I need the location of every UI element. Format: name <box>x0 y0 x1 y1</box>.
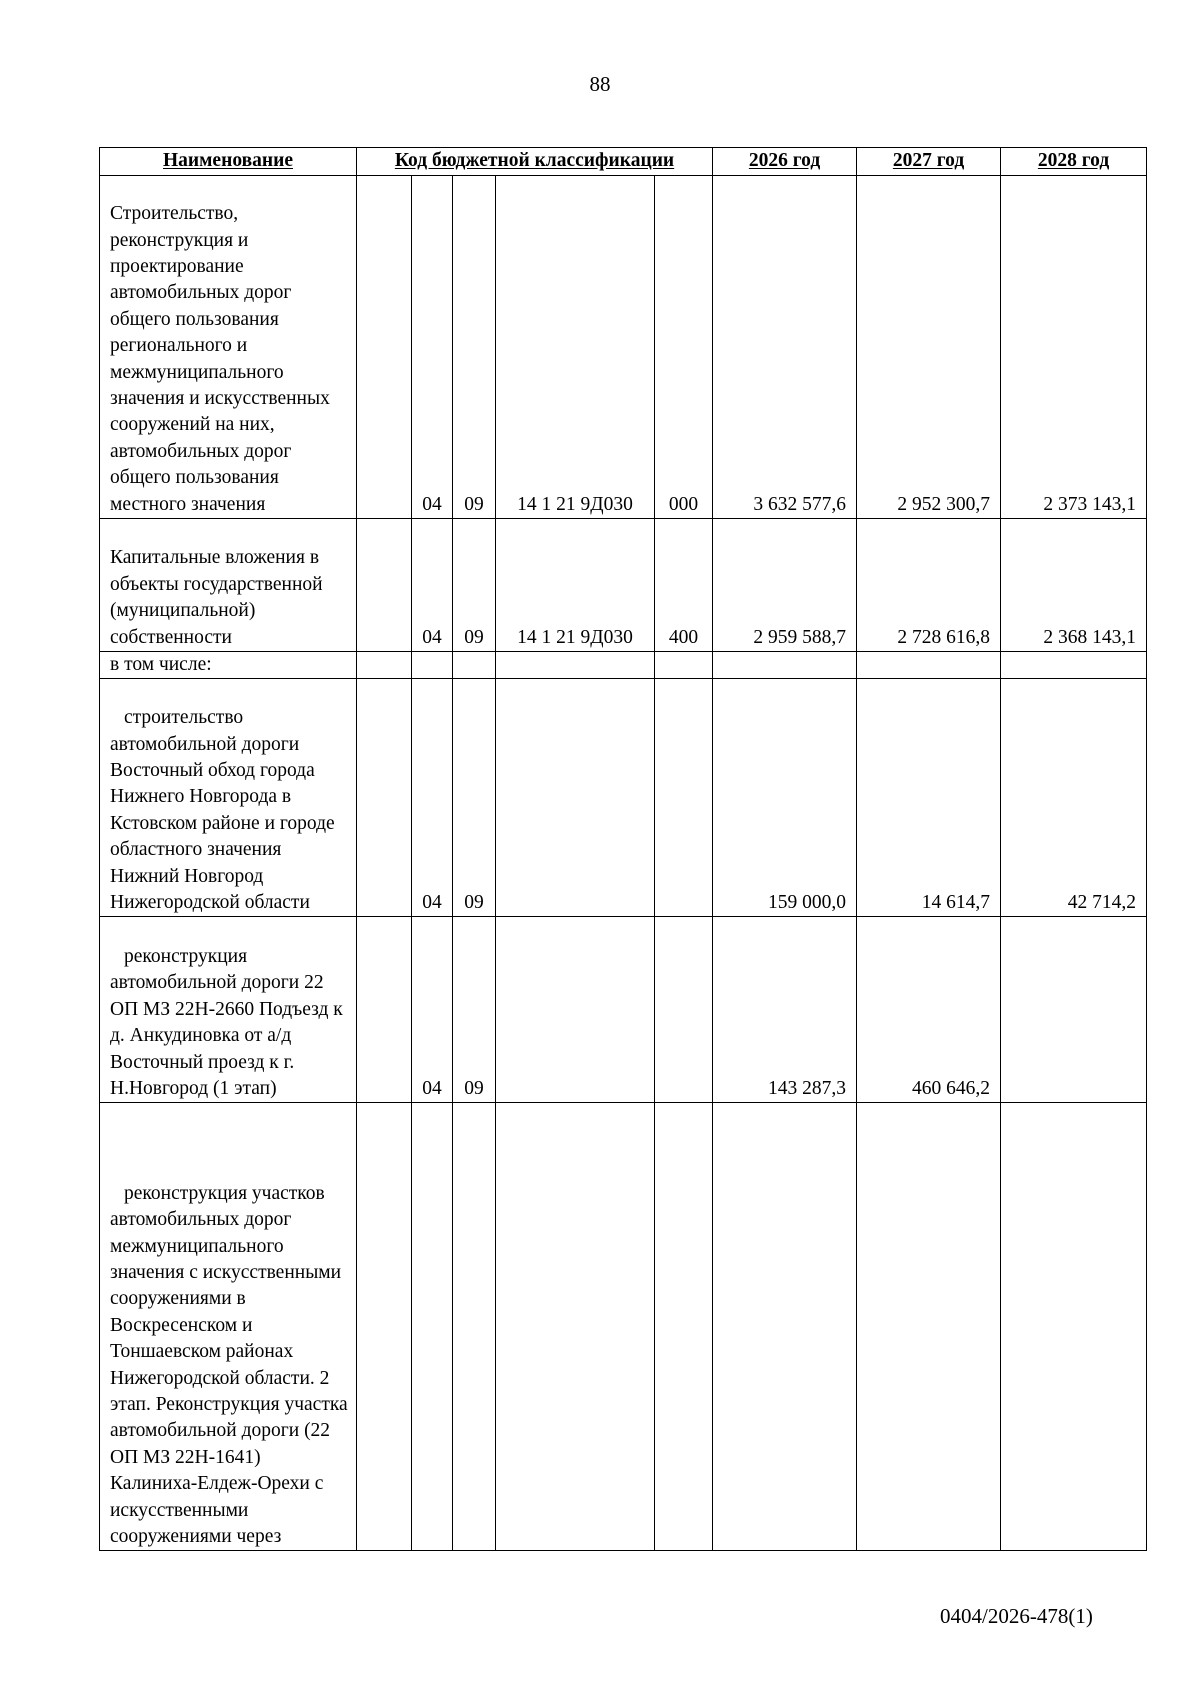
value-2027: 460 646,2 <box>857 917 1001 1103</box>
header-name: Наименование <box>100 148 357 176</box>
code-part-1 <box>357 679 412 917</box>
value-2027: 14 614,7 <box>857 679 1001 917</box>
code-part-1 <box>357 519 412 652</box>
value-2026 <box>713 652 857 679</box>
row-name: Капитальные вложения в объекты государственной (муниципальной) собственности <box>100 519 357 652</box>
code-part-1 <box>357 176 412 519</box>
code-section: 04 <box>412 519 453 652</box>
value-2026: 3 632 577,6 <box>713 176 857 519</box>
code-expense-type <box>655 679 713 917</box>
header-row <box>100 148 1147 176</box>
document-code: 0404/2026-478(1) <box>940 1604 1093 1628</box>
code-target-article <box>496 679 655 917</box>
code-section <box>412 1103 453 1551</box>
code-expense-type: 400 <box>655 519 713 652</box>
row-name: реконструкция участков автомобильных дорог межмуниципального значения с искусственными сооружениями в Воскресенском и Тоншаевском районах Нижегородской области. 2 этап. Реконструкция участка автомобильной дороги (22 ОП МЗ 22Н-1641) Калиниха-Елдеж-Орехи с искусственными сооружениями через <box>100 1103 357 1551</box>
value-2026: 159 000,0 <box>713 679 857 917</box>
value-2028 <box>1001 1103 1147 1551</box>
table-row <box>100 917 1147 1103</box>
header-2028: 2028 год <box>1001 148 1147 176</box>
code-part-1 <box>357 1103 412 1551</box>
value-2028: 2 368 143,1 <box>1001 519 1147 652</box>
code-target-article <box>496 1103 655 1551</box>
value-2028 <box>1001 917 1147 1103</box>
value-2026: 2 959 588,7 <box>713 519 857 652</box>
value-2028: 42 714,2 <box>1001 679 1147 917</box>
value-2027: 2 728 616,8 <box>857 519 1001 652</box>
table-row <box>100 679 1147 917</box>
header-code: Код бюджетной классификации <box>357 148 713 176</box>
row-name: реконструкция автомобильной дороги 22 ОП МЗ 22Н-2660 Подъезд к д. Анкудиновка от а/д Восточный проезд к г. Н.Новгород (1 этап) <box>100 917 357 1103</box>
code-part-1 <box>357 652 412 679</box>
code-expense-type <box>655 1103 713 1551</box>
value-2027: 2 952 300,7 <box>857 176 1001 519</box>
value-2027 <box>857 652 1001 679</box>
value-2026 <box>713 1103 857 1551</box>
code-subsection: 09 <box>453 176 496 519</box>
header-2026: 2026 год <box>713 148 857 176</box>
table-row <box>100 519 1147 652</box>
code-section: 04 <box>412 679 453 917</box>
value-2028: 2 373 143,1 <box>1001 176 1147 519</box>
code-section: 04 <box>412 176 453 519</box>
code-target-article: 14 1 21 9Д030 <box>496 519 655 652</box>
code-subsection: 09 <box>453 519 496 652</box>
value-2028 <box>1001 652 1147 679</box>
code-expense-type <box>655 652 713 679</box>
code-section <box>412 652 453 679</box>
table-row <box>100 652 1147 679</box>
code-subsection: 09 <box>453 679 496 917</box>
code-target-article: 14 1 21 9Д030 <box>496 176 655 519</box>
table-row <box>100 176 1147 519</box>
row-name: Строительство, реконструкция и проектирование автомобильных дорог общего пользования регионального и межмуниципального значения и искусственных сооружений на них, автомобильных дорог общего пользования местного значения <box>100 176 357 519</box>
value-2027 <box>857 1103 1001 1551</box>
code-expense-type: 000 <box>655 176 713 519</box>
code-target-article <box>496 652 655 679</box>
budget-table <box>99 147 1147 1551</box>
code-expense-type <box>655 917 713 1103</box>
code-subsection <box>453 1103 496 1551</box>
row-name: строительство автомобильной дороги Восточный обход города Нижнего Новгорода в Кстовском районе и городе областного значения Нижний Новгород Нижегородской области <box>100 679 357 917</box>
page-number: 88 <box>589 72 611 96</box>
header-2027: 2027 год <box>857 148 1001 176</box>
code-target-article <box>496 917 655 1103</box>
row-name: в том числе: <box>100 652 357 679</box>
code-subsection: 09 <box>453 917 496 1103</box>
code-section: 04 <box>412 917 453 1103</box>
value-2026: 143 287,3 <box>713 917 857 1103</box>
table-row <box>100 1103 1147 1551</box>
code-part-1 <box>357 917 412 1103</box>
code-subsection <box>453 652 496 679</box>
